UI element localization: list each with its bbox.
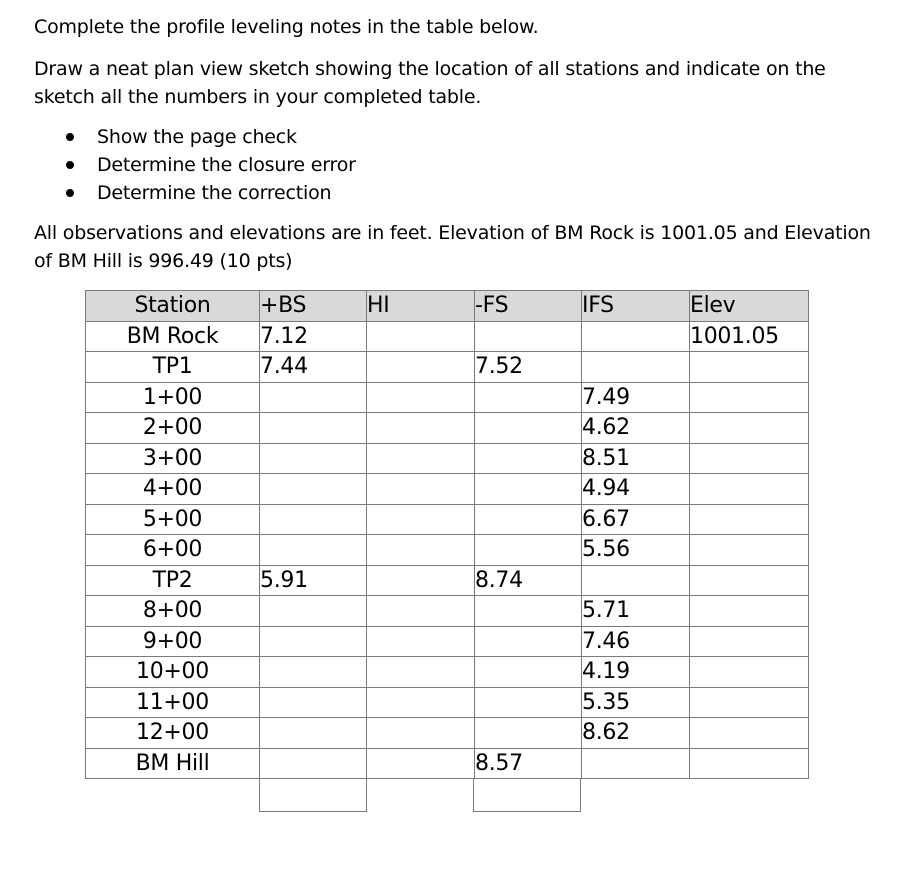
- cell-hi: [367, 443, 475, 474]
- table-row: [86, 352, 809, 383]
- cell-hi: [367, 596, 475, 627]
- cell-fs: [475, 687, 582, 718]
- cell-station: 5+00: [86, 504, 260, 535]
- cell-station: 10+00: [86, 657, 260, 688]
- cell-station: 11+00: [86, 687, 260, 718]
- header-bs: +BS: [260, 291, 367, 322]
- cell-hi: [367, 352, 475, 383]
- instruction-complete-table: Complete the profile leveling notes in the table below.: [34, 16, 539, 38]
- cell-hi: [367, 626, 475, 657]
- table-row: [86, 748, 809, 779]
- cell-hi: [367, 413, 475, 444]
- cell-station: BM Rock: [86, 321, 260, 352]
- cell-fs: 7.52: [475, 352, 582, 383]
- task-text: Determine the correction: [97, 182, 332, 204]
- cell-hi: [367, 565, 475, 596]
- cell-fs: [475, 382, 582, 413]
- table-row: [86, 596, 809, 627]
- table-row: [86, 626, 809, 657]
- cell-hi: [367, 535, 475, 566]
- cell-ifs: 8.62: [582, 718, 690, 749]
- cell-ifs: 8.51: [582, 443, 690, 474]
- cell-station: 4+00: [86, 474, 260, 505]
- cell-bs: [260, 657, 367, 688]
- cell-ifs: 6.67: [582, 504, 690, 535]
- cell-fs: [475, 718, 582, 749]
- cell-bs: [260, 626, 367, 657]
- task-list: [56, 123, 356, 207]
- cell-ifs: 7.46: [582, 626, 690, 657]
- cell-station: 3+00: [86, 443, 260, 474]
- cell-fs: [475, 535, 582, 566]
- cell-bs: [260, 504, 367, 535]
- cell-ifs: [582, 352, 690, 383]
- cell-elev: [690, 565, 809, 596]
- cell-bs: [260, 382, 367, 413]
- cell-hi: [367, 718, 475, 749]
- cell-fs: [475, 596, 582, 627]
- cell-ifs: 5.56: [582, 535, 690, 566]
- cell-hi: [367, 748, 475, 779]
- cell-station: 1+00: [86, 382, 260, 413]
- table-row: [86, 443, 809, 474]
- cell-elev: [690, 748, 809, 779]
- cell-station: 12+00: [86, 718, 260, 749]
- leveling-notes-table: [85, 290, 809, 779]
- cell-ifs: 5.71: [582, 596, 690, 627]
- table-row: [86, 474, 809, 505]
- table-row: [86, 565, 809, 596]
- task-item: [56, 123, 356, 151]
- cell-fs: [475, 474, 582, 505]
- cell-elev: [690, 413, 809, 444]
- cell-fs: [475, 321, 582, 352]
- cell-bs: [260, 443, 367, 474]
- cell-hi: [367, 382, 475, 413]
- cell-hi: [367, 321, 475, 352]
- bullet-icon: [66, 189, 74, 197]
- task-text: Determine the closure error: [97, 154, 356, 176]
- instruction-draw-sketch: Draw a neat plan view sketch showing the location of all stations and indicate on the sketch all the numbers in your completed table.: [34, 58, 826, 108]
- header-hi: HI: [367, 291, 475, 322]
- header-fs: -FS: [475, 291, 582, 322]
- cell-ifs: [582, 565, 690, 596]
- header-station: Station: [86, 291, 260, 322]
- cell-bs: 7.44: [260, 352, 367, 383]
- cell-ifs: 5.35: [582, 687, 690, 718]
- cell-hi: [367, 657, 475, 688]
- cell-fs: 8.74: [475, 565, 582, 596]
- cell-elev: [690, 596, 809, 627]
- cell-elev: [690, 504, 809, 535]
- cell-bs: [260, 474, 367, 505]
- cell-elev: [690, 382, 809, 413]
- cell-bs: [260, 535, 367, 566]
- cell-station: TP2: [86, 565, 260, 596]
- task-text: Show the page check: [97, 126, 297, 148]
- cell-hi: [367, 687, 475, 718]
- cell-hi: [367, 504, 475, 535]
- bullet-icon: [66, 161, 74, 169]
- header-elev: Elev: [690, 291, 809, 322]
- table-row: [86, 382, 809, 413]
- cell-elev: [690, 718, 809, 749]
- table-header-row: [86, 291, 809, 322]
- table-row: [86, 657, 809, 688]
- sum-fs-cell: [473, 779, 581, 812]
- cell-bs: [260, 718, 367, 749]
- header-ifs: IFS: [582, 291, 690, 322]
- cell-station: BM Hill: [86, 748, 260, 779]
- table-row: [86, 718, 809, 749]
- cell-ifs: 4.94: [582, 474, 690, 505]
- cell-elev: [690, 687, 809, 718]
- cell-ifs: 4.62: [582, 413, 690, 444]
- cell-elev: [690, 626, 809, 657]
- cell-bs: 7.12: [260, 321, 367, 352]
- task-item: [56, 179, 356, 207]
- table-row: [86, 504, 809, 535]
- cell-bs: 5.91: [260, 565, 367, 596]
- cell-ifs: [582, 321, 690, 352]
- cell-hi: [367, 474, 475, 505]
- cell-bs: [260, 413, 367, 444]
- cell-fs: [475, 626, 582, 657]
- cell-elev: [690, 352, 809, 383]
- instruction-elevations: All observations and elevations are in feet. Elevation of BM Rock is 1001.05 and Elevation of BM Hill is 996.49 (10 pts): [34, 222, 871, 272]
- cell-fs: [475, 657, 582, 688]
- cell-elev: 1001.05: [690, 321, 809, 352]
- cell-station: 6+00: [86, 535, 260, 566]
- cell-fs: [475, 443, 582, 474]
- cell-station: 2+00: [86, 413, 260, 444]
- cell-station: 9+00: [86, 626, 260, 657]
- task-item: [56, 151, 356, 179]
- cell-station: TP1: [86, 352, 260, 383]
- cell-bs: [260, 687, 367, 718]
- bullet-icon: [66, 133, 74, 141]
- table-row: [86, 321, 809, 352]
- cell-elev: [690, 474, 809, 505]
- cell-fs: [475, 413, 582, 444]
- cell-ifs: 4.19: [582, 657, 690, 688]
- cell-bs: [260, 748, 367, 779]
- cell-elev: [690, 443, 809, 474]
- cell-ifs: [582, 748, 690, 779]
- sum-bs-cell: [259, 779, 367, 812]
- table-row: [86, 413, 809, 444]
- cell-fs: 8.57: [475, 748, 582, 779]
- cell-ifs: 7.49: [582, 382, 690, 413]
- cell-bs: [260, 596, 367, 627]
- table-row: [86, 535, 809, 566]
- cell-elev: [690, 535, 809, 566]
- cell-fs: [475, 504, 582, 535]
- cell-station: 8+00: [86, 596, 260, 627]
- table-row: [86, 687, 809, 718]
- cell-elev: [690, 657, 809, 688]
